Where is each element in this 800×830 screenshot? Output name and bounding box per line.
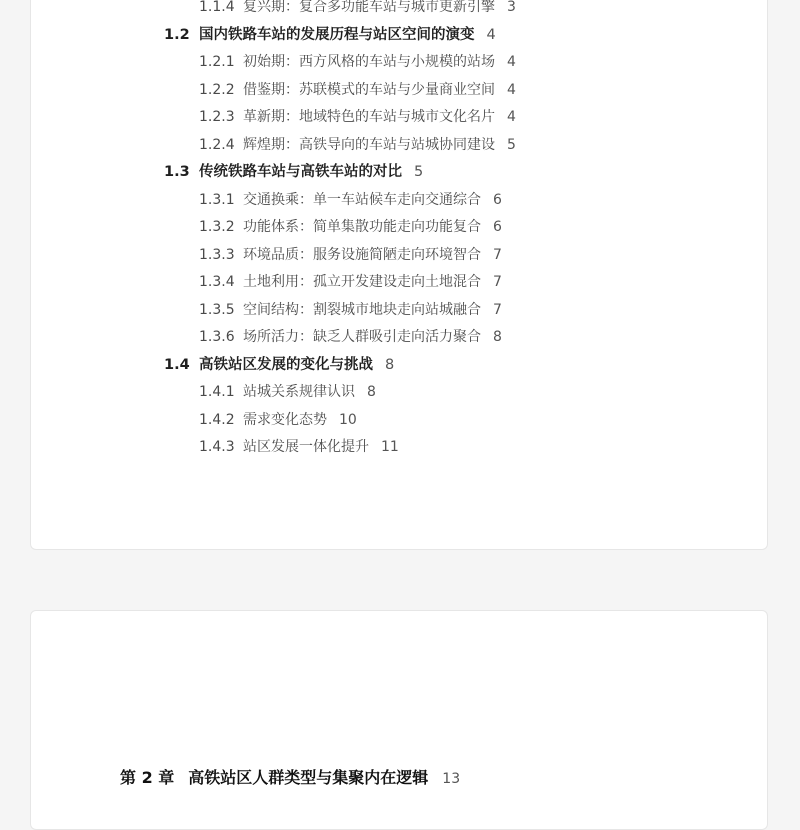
chapter-page-number: 13 [442,771,461,787]
toc-entry-title: 初始期：西方风格的车站与小规模的站场 [243,54,495,70]
toc-subsection-entry[interactable] [199,245,502,265]
toc-entry-page-number: 3 [507,0,516,15]
toc-subsection-entry[interactable] [199,382,376,402]
toc-subsection-entry[interactable] [199,135,516,155]
toc-entry-page-number: 7 [493,246,502,263]
toc-entry-number: 1.2.3 [199,109,235,125]
toc-subsection-entry[interactable] [199,52,516,72]
toc-entry-title: 土地利用：孤立开发建设走向土地混合 [243,274,481,290]
toc-section-entry[interactable] [164,162,423,182]
toc-subsection-entry[interactable] [199,300,502,320]
toc-page-card-2 [30,610,768,830]
toc-entry-page-number: 8 [493,329,502,345]
toc-entry-number: 1.2.4 [199,136,235,153]
toc-entry-number: 1.3.2 [199,219,235,235]
toc-entry-title: 功能体系：简单集散功能走向功能复合 [243,219,481,235]
toc-entry-page-number: 7 [493,301,502,318]
toc-entry-page-number: 5 [414,164,424,180]
toc-entry-page-number: 6 [493,191,502,208]
toc-entry-number: 1.3 [164,164,190,180]
toc-subsection-entry[interactable] [199,217,502,237]
toc-entry-number: 1.2.1 [199,54,235,70]
toc-subsection-entry[interactable] [199,437,399,457]
toc-entry-page-number: 6 [493,219,502,235]
chapter-title: 高铁站区人群类型与集聚内在逻辑 [188,768,429,787]
toc-entry-number: 1.2 [164,26,190,43]
toc-entry-page-number: 11 [381,439,399,455]
toc-entry-title: 站城关系规律认识 [243,384,355,400]
toc-entry-number: 1.3.5 [199,301,235,318]
toc-entry-title: 复兴期：复合多功能车站与城市更新引擎 [243,0,495,15]
toc-entry-page-number: 8 [367,384,376,400]
toc-entry-number: 1.3.4 [199,274,235,290]
toc-entry-title: 空间结构：割裂城市地块走向站城融合 [243,301,481,318]
toc-entry-title: 传统铁路车站与高铁车站的对比 [199,164,402,180]
toc-entry-page-number: 5 [507,136,516,153]
toc-entry-number: 1.4 [164,356,190,373]
toc-entry-number: 1.2.2 [199,81,235,98]
toc-entry-number: 1.1.4 [199,0,235,15]
toc-subsection-entry[interactable] [199,190,502,210]
toc-entry-title: 交通换乘：单一车站候车走向交通综合 [243,191,481,208]
chapter-2-entry[interactable] [120,768,460,789]
toc-subsection-entry[interactable] [199,107,516,127]
toc-subsection-entry[interactable] [199,80,516,100]
toc-entry-page-number: 4 [507,109,516,125]
toc-entry-title: 需求变化态势 [243,411,327,428]
toc-entry-number: 1.3.6 [199,329,235,345]
toc-entry-number: 1.4.3 [199,439,235,455]
toc-entry-page-number: 7 [493,274,502,290]
toc-subsection-entry[interactable] [199,327,502,347]
toc-section-entry[interactable] [164,25,496,45]
toc-entry-number: 1.4.2 [199,411,235,428]
toc-entry-title: 站区发展一体化提升 [243,439,369,455]
toc-entry-page-number: 8 [385,356,395,373]
toc-entry-title: 辉煌期：高铁导向的车站与站城协同建设 [243,136,495,153]
toc-entry-title: 高铁站区发展的变化与挑战 [199,356,373,373]
toc-section-entry[interactable] [164,355,394,375]
toc-entry-title: 革新期：地域特色的车站与城市文化名片 [243,109,495,125]
toc-subsection-entry[interactable] [199,272,502,292]
toc-entry-number: 1.3.1 [199,191,235,208]
toc-entry-number: 1.4.1 [199,384,235,400]
toc-entry-page-number: 4 [486,26,496,43]
toc-page-card-1 [30,0,768,550]
toc-entry-number: 1.3.3 [199,246,235,263]
toc-entry-title: 场所活力：缺乏人群吸引走向活力聚合 [243,329,481,345]
chapter-number: 第 2 章 [120,768,175,787]
toc-entry-title: 国内铁路车站的发展历程与站区空间的演变 [199,26,475,43]
toc-subsection-entry[interactable] [199,410,357,430]
toc-entry-title: 环境品质：服务设施简陋走向环境智合 [243,246,481,263]
toc-entry-page-number: 4 [507,81,516,98]
toc-subsection-entry[interactable] [199,0,516,17]
toc-entry-page-number: 4 [507,54,516,70]
toc-entry-page-number: 10 [339,411,357,428]
toc-entry-title: 借鉴期：苏联模式的车站与少量商业空间 [243,81,495,98]
